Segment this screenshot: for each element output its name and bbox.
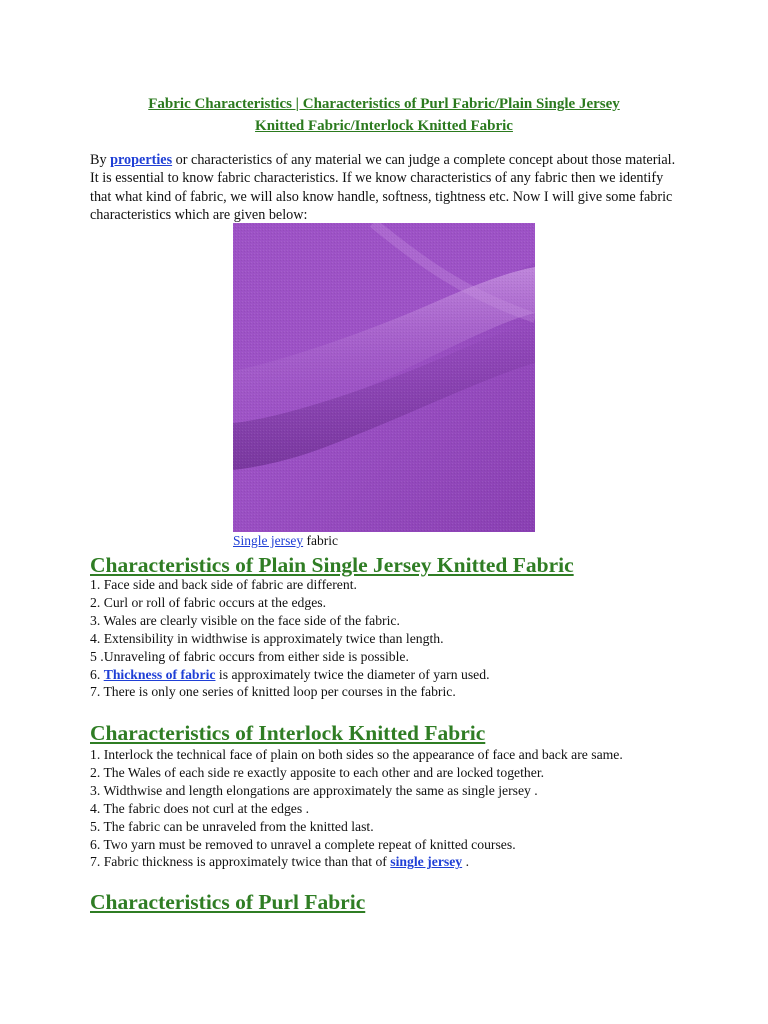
heading-purl: Characteristics of Purl Fabric — [90, 890, 366, 914]
heading-single-jersey: Characteristics of Plain Single Jersey Knitted Fabric — [90, 553, 574, 577]
page-title — [90, 93, 678, 137]
intro-paragraph — [90, 151, 680, 225]
list-item: 2. Curl or roll of fabric occurs at the edges. — [90, 594, 327, 610]
list-item: 6. Two yarn must be removed to unravel a complete repeat of knitted courses. — [90, 836, 516, 852]
thickness-of-fabric-link[interactable]: Thickness of fabric — [103, 666, 216, 682]
intro-after: or characteristics of any material we can judge a complete concept about those material. It is essential to know fabric characteristics. If we know characteristics of any fabric then we identify that what kind of fabric, we will also know handle, softness, tightness etc. Now I will give some fabric characteristics which are given below: — [90, 152, 676, 224]
fabric-photo-graphic — [233, 223, 535, 532]
heading-interlock: Characteristics of Interlock Knitted Fabric — [90, 721, 486, 745]
single-jersey-list — [90, 576, 710, 701]
list-item: 3. Widthwise and length elongations are approximately the same as single jersey . — [90, 782, 538, 798]
list-item — [90, 853, 710, 871]
interlock-list — [90, 746, 710, 871]
properties-link[interactable]: properties — [110, 152, 173, 168]
list-item: 5. The fabric can be unraveled from the knitted last. — [90, 818, 374, 834]
single-jersey-fabric-image — [233, 223, 535, 532]
list-item: 5 .Unraveling of fabric occurs from either side is possible. — [90, 648, 409, 664]
list-item: 1. Interlock the technical face of plain on both sides so the appearance of face and back are same. — [90, 747, 623, 762]
list-item: 2. The Wales of each side re exactly apposite to each other and are locked together. — [90, 764, 545, 780]
list-item — [90, 666, 710, 684]
item-prefix: 6. — [90, 666, 101, 682]
intro-before: By — [90, 152, 107, 168]
image-caption — [233, 533, 338, 549]
item-rest: is approximately twice the diameter of yarn used. — [218, 666, 490, 682]
list-item: 4. Extensibility in widthwise is approximately twice than length. — [90, 630, 444, 646]
single-jersey-caption-link[interactable]: Single jersey — [233, 533, 304, 548]
title-line-2: Knitted Fabric/Interlock Knitted Fabric — [255, 118, 513, 134]
list-item: 4. The fabric does not curl at the edges . — [90, 800, 310, 816]
caption-text: fabric — [306, 533, 338, 548]
list-item: 7. There is only one series of knitted loop per courses in the fabric. — [90, 684, 456, 700]
item-suffix: . — [465, 854, 469, 870]
single-jersey-link[interactable]: single jersey — [390, 854, 463, 870]
list-item: 3. Wales are clearly visible on the face side of the fabric. — [90, 612, 400, 628]
item-prefix: 7. Fabric thickness is approximately twice than that of — [90, 854, 387, 870]
title-line-1: Fabric Characteristics | Characteristics of Purl Fabric/Plain Single Jersey — [148, 96, 620, 112]
list-item: 1. Face side and back side of fabric are different. — [90, 577, 357, 592]
